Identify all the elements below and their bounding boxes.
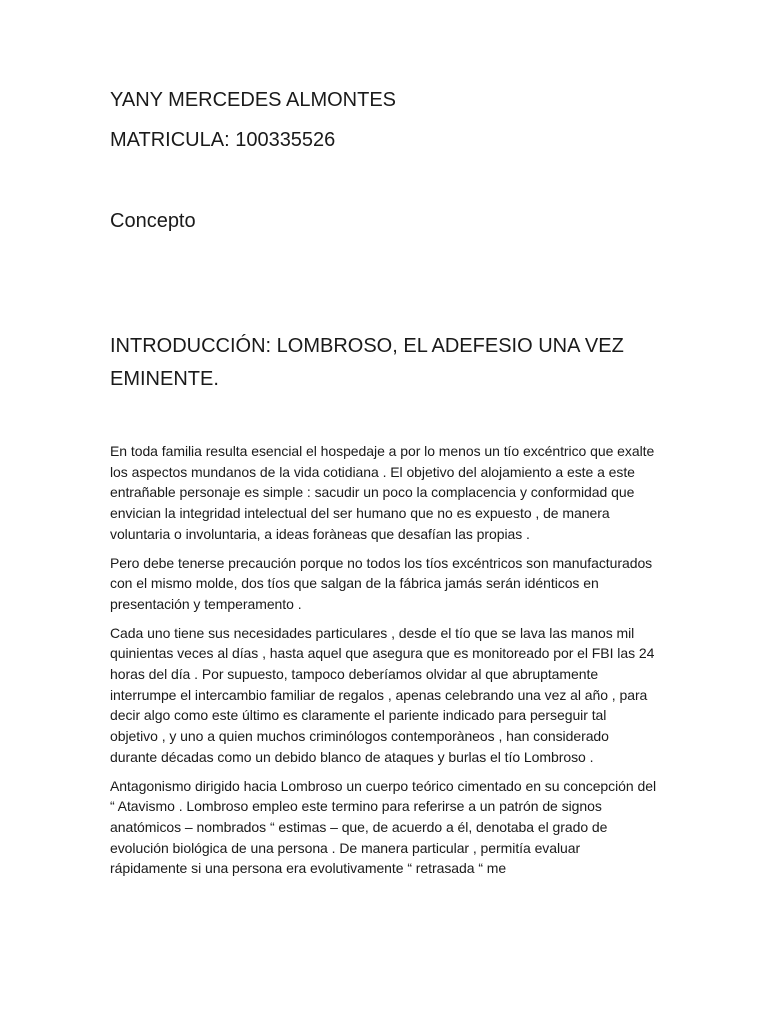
paragraph: Pero debe tenerse precaución porque no todos los tíos excéntricos son manufacturados con el mismo molde, dos tíos que salgan de la fábrica jamás serán idénticos en presentación y temperamento . — [110, 554, 653, 612]
paragraph: En toda familia resulta esencial el hospedaje a por lo menos un tío excéntrico que exalte los aspectos mundanos de la vida cotidiana . El objetivo del alojamiento a este a este entrañable personaje es simple : sacudir un poco la complacencia y conformidad que envician la integridad intelectual del ser humano que no es expuesto , de manera voluntaria o involuntaria, a ideas foràneas que desafían las propias . — [110, 443, 655, 542]
student-id: MATRICULA: 100335526 — [110, 129, 336, 151]
section-title: INTRODUCCIÓN: LOMBROSO, EL ADEFESIO UNA VEZ EMINENTE. — [110, 335, 624, 390]
concept-heading: Concepto — [110, 210, 196, 232]
author-name: YANY MERCEDES ALMONTES — [110, 89, 396, 111]
body-text — [110, 441, 658, 887]
paragraph: Antagonismo dirigido hacia Lombroso un cuerpo teórico cimentado en su concepción del “ Atavismo . Lombroso empleo este termino para referirse a un patrón de signos anatómicos – nombrados “ estimas – que, de acuerdo a él, denotaba el grado de evolución biológica de una persona . De manera particular , permitía evaluar rápidamente si una persona era evolutivamente “ retrasada “ me — [110, 777, 657, 877]
paragraph: Cada uno tiene sus necesidades particulares , desde el tío que se lava las manos mil quinientas veces al días , hasta aquel que asegura que es monitoreado por el FBI las 24 horas del día . Por supuesto, tampoco deberíamos olvidar al que abruptamente interrumpe el intercambio familiar de regalos , apenas celebrando una vez al año , para decir algo como este último es claramente el pariente indicado para perseguir tal objetivo , y uno a quien muchos criminólogos contemporàneos , han considerado durante décadas como un debido blanco de ataques y burlas el tío Lombroso . — [110, 624, 655, 765]
